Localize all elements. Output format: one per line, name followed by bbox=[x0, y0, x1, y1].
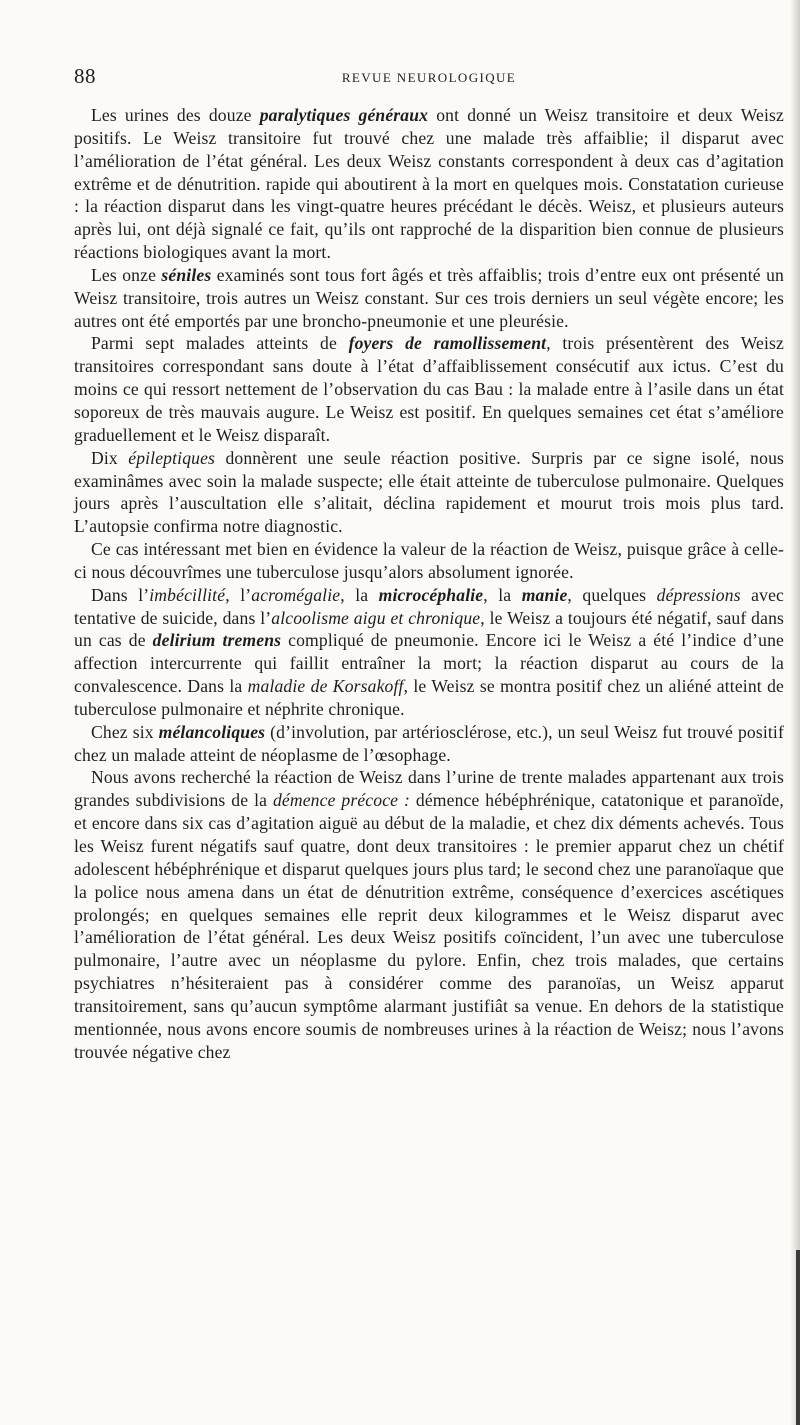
emphasized-term: paralytiques généraux bbox=[259, 105, 429, 125]
text-run: Parmi sept malades atteints de bbox=[91, 333, 349, 354]
text-run: , l’ bbox=[225, 584, 252, 605]
text-run: démence hébéphrénique, catatonique et paranoïde, et encore dans six cas d’agitation aiguë au début de la maladie, et chez dix déments achevés. Tous les Weisz furent négatifs sauf quatre, dont deux transitoires : le premier apparut chez un chétif adolescent hébéphrénique et disparut quelques jours plus tard; le second chez une paranoïaque que la police nous amena dans un état de dénutrition extrême, conséquence d’exercices ascétiques prolongés; en quelques semaines elle reprit deux kilogrammes et le Weisz disparut avec l’amélioration de l’état général. Les deux Weisz positifs coïncident, l’un avec une tuberculose pulmonaire, l’autre avec un néoplasme du pylore. Enfin, chez trois malades, que certains psychiatres n’hésiteraient pas à considérer comme des paranoïas, un Weisz apparut transitoirement, sans qu’aucun symptôme alarmant justifiât sa venue. En dehors de la statistique mentionnée, nous avons encore soumis de nombreuses urines à la réaction de Weisz; nous l’avons trouvée négative chez bbox=[74, 790, 784, 1062]
page-edge-dark bbox=[796, 1250, 800, 1425]
text-run: examinés sont tous fort âgés et très affaiblis; trois d’entre eux ont présenté un Weisz transitoire, trois autres un Weisz constant. Sur ces trois derniers un seul végète encore; les autres ont été emportés par une broncho-pneumonie et une pleurésie. bbox=[74, 264, 784, 331]
emphasized-term: alcoolisme aigu et chronique bbox=[271, 607, 481, 628]
paragraph-cas-interessant bbox=[74, 538, 784, 584]
page-header bbox=[74, 64, 784, 90]
emphasized-term: manie bbox=[521, 584, 568, 605]
text-run: donnèrent une seule réaction positive. Surpris par ce signe isolé, nous examinâmes avec soin la malade suspecte; elle était atteinte de tuberculose pulmonaire. Quelques jours après l’auscultation elle s’alitait, déclina rapidement et mourut trois mois plus tard. L’autopsie confirma notre diagnostic. bbox=[74, 447, 785, 537]
paragraph-melancoliques bbox=[74, 721, 784, 767]
article-body bbox=[74, 104, 784, 1063]
paragraph-demence-precoce bbox=[74, 766, 784, 1063]
emphasized-term: démence précoce : bbox=[272, 790, 410, 811]
text-run: Les urines des douze bbox=[91, 105, 260, 125]
emphasized-term: épileptiques bbox=[128, 447, 216, 468]
text-run: Nous avons recherché la réaction de Weisz dans l’urine de trente malades appartenant aux trois grandes subdivisions de la bbox=[74, 767, 784, 811]
text-run: Chez six bbox=[91, 721, 159, 742]
text-run: , le Weisz a toujours été négatif, sauf dans un cas de bbox=[74, 607, 785, 651]
text-run: Dans l’ bbox=[91, 584, 150, 605]
emphasized-term: séniles bbox=[161, 264, 212, 285]
text-run: Ce cas intéressant met bien en évidence la valeur de la réaction de Weisz, puisque grâce à celle-ci nous découvrîmes une tuberculose jusqu’alors absolument ignorée. bbox=[74, 539, 784, 582]
text-run: ont donné un Weisz transitoire et deux Weisz positifs. Le Weisz transitoire fut trouvé chez une malade très affaiblie; il disparut avec l’amélioration de l’état général. Les deux Weisz constants correspondent à deux cas d’agitation extrême et de dénutrition. rapide qui aboutirent à la mort en quelques mois. Constatation curieuse : la réaction disparut dans les vingt-quatre heures précédant le décès. Weisz, et plusieurs auteurs après lui, ont déjà signalé ce fait, qu’ils ont rapproché de la disparition bien connue de plusieurs réactions biologiques avant la mort. bbox=[74, 105, 785, 263]
text-run: (d’involution, par artériosclérose, etc.), un seul Weisz fut trouvé positif chez un malade atteint de néoplasme de l’œsophage. bbox=[74, 721, 784, 765]
emphasized-term: imbécillité bbox=[149, 584, 226, 605]
text-run: Dix bbox=[91, 447, 129, 468]
emphasized-term: maladie de Korsakoff bbox=[247, 676, 404, 697]
emphasized-term: acromégalie bbox=[251, 584, 341, 605]
page-number: 88 bbox=[74, 64, 96, 88]
running-title: REVUE NEUROLOGIQUE bbox=[341, 70, 517, 85]
text-run: , quelques bbox=[567, 584, 657, 605]
emphasized-term: microcéphalie bbox=[378, 584, 484, 605]
page-edge-shadow bbox=[790, 0, 800, 1425]
paragraph-ramollissement bbox=[74, 332, 784, 446]
text-run: avec tentative de suicide, dans l’ bbox=[74, 584, 784, 628]
emphasized-term: dépressions bbox=[656, 584, 741, 605]
text-run: , le Weisz se montra positif chez un aliéné atteint de tuberculose pulmonaire et néphrite chronique. bbox=[74, 676, 784, 719]
text-run: , la bbox=[340, 584, 379, 605]
text-run: Les onze bbox=[91, 264, 162, 285]
paragraph-seniles bbox=[74, 264, 784, 333]
text-run: , la bbox=[483, 584, 522, 605]
paragraph-imbecillite bbox=[74, 584, 784, 721]
paragraph-epileptiques bbox=[74, 447, 784, 538]
text-run: , trois présentèrent des Weisz transitoires correspondant sans doute à l’état d’affaiblissement consécutif aux ictus. C’est du moins ce qui ressort nettement de l’observation du cas Bau : la malade entre à l’asile dans un état soporeux de très mauvais augure. Le Weisz est positif. En quelques semaines cet état s’améliore graduellement et le Weisz disparaît. bbox=[74, 333, 784, 445]
text-run: compliqué de pneumonie. Encore ici le Weisz a été l’indice d’une affection intercurrente qui faillit entraîner la mort; la réaction disparut au cours de la convalescence. Dans la bbox=[74, 630, 784, 697]
emphasized-term: delirium tremens bbox=[152, 630, 282, 651]
emphasized-term: foyers de ramollissement bbox=[348, 333, 547, 354]
paragraph-paralytiques bbox=[74, 104, 784, 264]
emphasized-term: mélancoliques bbox=[158, 721, 266, 742]
